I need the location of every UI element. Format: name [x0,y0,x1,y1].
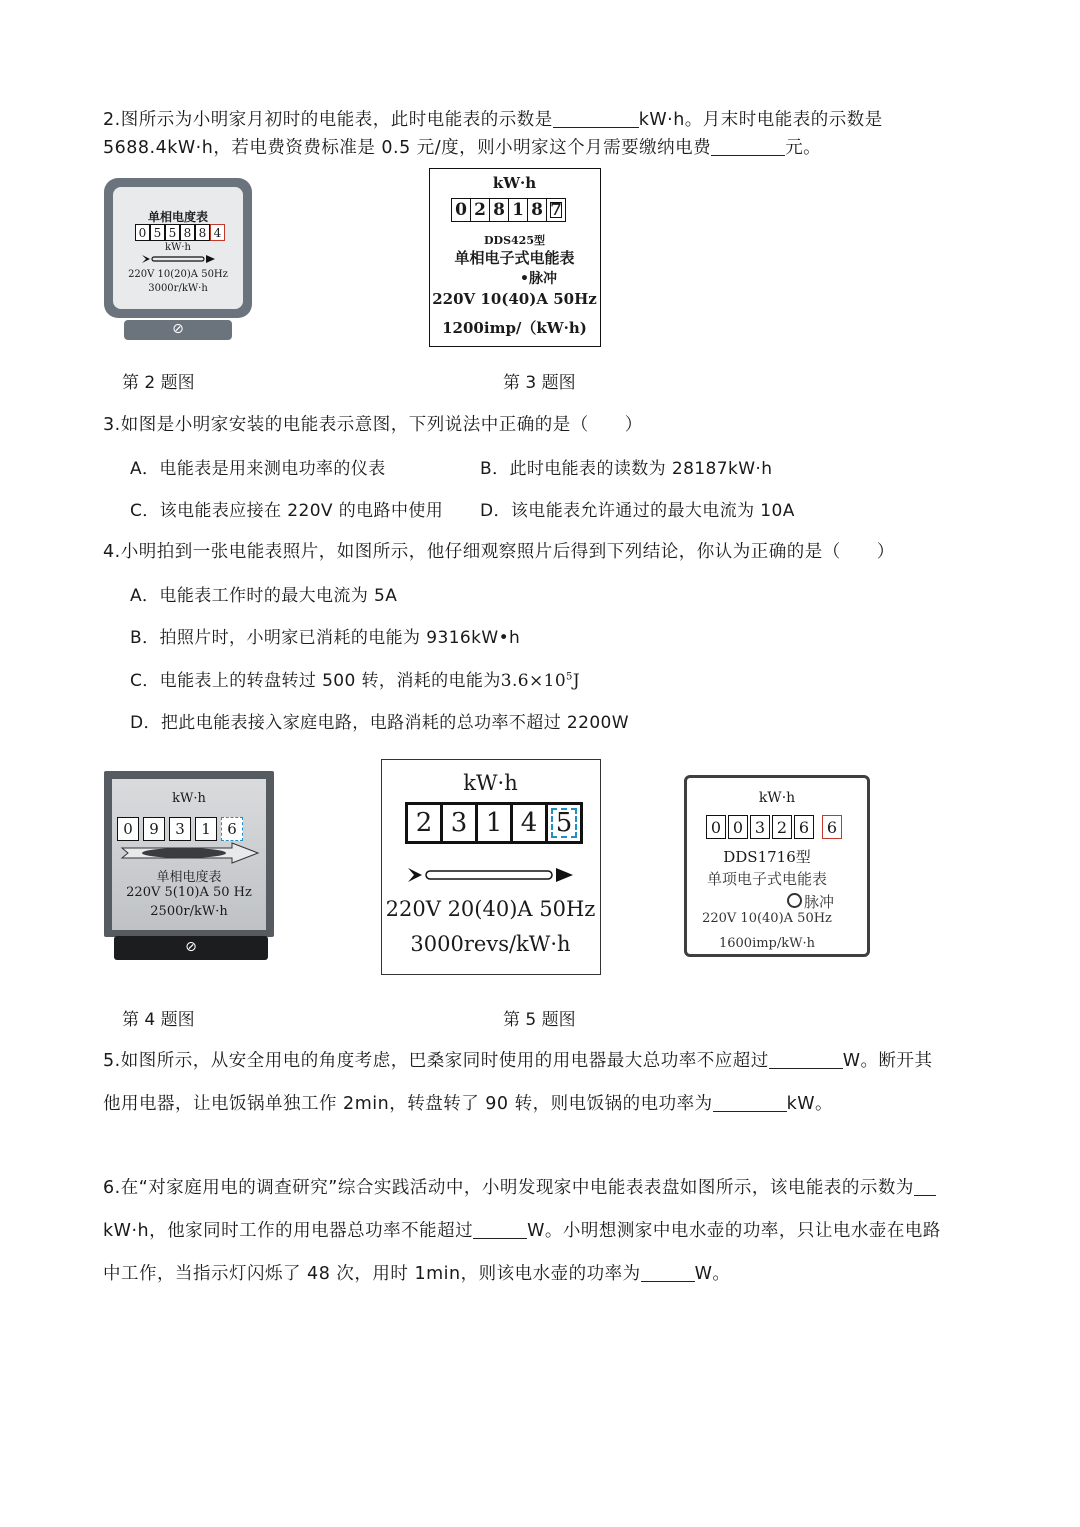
digit: 8 [195,224,210,241]
answer-blank[interactable] [553,109,639,128]
q6-line2: kW·h，他家同时工作的用电器总功率不能超过 W。小明想测家中电水壶的功率，只让电水壶在电路 [103,1221,941,1241]
meter-fig4 [104,771,274,937]
meter-name: 单项电子式电能表 [706,870,827,888]
meter-base [114,936,268,960]
pulse-label: •脉冲 [520,271,557,287]
digit: 3 [443,805,478,841]
unit-label: kW·h [172,791,206,806]
digit-tenths: 7 [547,199,565,221]
answer-blank[interactable] [914,1177,936,1196]
q2-line1: 2.图所示为小明家月初时的电能表，此时电能表的示数是 kW·h。月末时电能表的示数是 [103,110,883,130]
digit: 9 [143,817,165,841]
answer-blank[interactable] [711,137,785,156]
digit: 1 [478,805,513,841]
digit: 1 [195,817,217,841]
digit: 3 [169,817,191,841]
digit: 3 [750,815,770,839]
spec-line: 1200imp/（kW·h) [442,319,587,337]
digit-tenths: 6 [221,817,243,841]
figure-caption: 第 4 题图 [122,1010,195,1030]
q5-line2: 他用电器，让电饭锅单独工作 2min，转盘转了 90 转，则电饭锅的电功率为 kW。 [103,1094,834,1114]
figure-caption: 第 5 题图 [503,1010,576,1030]
digit: 1 [509,199,528,221]
digit: 8 [180,224,195,241]
spec-line: 220V 10(20)A 50Hz [128,269,228,280]
digit: 4 [513,805,548,841]
digit-display [405,802,583,844]
spec-line: 220V 10(40)A 50Hz [702,911,832,926]
digit-display [135,224,225,241]
unit-label: kW·h [492,174,537,192]
pulse-lamp-icon [787,893,802,908]
base-symbol-icon: ⊘ [172,321,184,337]
digit: 8 [490,199,509,221]
digit: 0 [117,817,139,841]
meter-fig6 [684,775,870,957]
option-b[interactable]: B．此时电能表的读数为 28187kW·h [480,459,773,479]
option-c[interactable]: C．电能表上的转盘转过 500 转，消耗的电能为$3.6\times 10^5J$ [130,671,581,691]
digit-tenths: 4 [210,224,225,241]
model-label: DDS425型 [484,234,545,247]
answer-blank[interactable] [713,1093,787,1112]
q6-line3: 中工作，当指示灯闪烁了 48 次，用时 1min，则该电水壶的功率为 W。 [103,1264,731,1284]
q4-stem: 4.小明拍到一张电能表照片，如图所示，他仔细观察照片后得到下列结论，你认为正确的是（ ） [103,542,895,562]
digit-display [451,198,566,222]
digit-tenths: 6 [822,815,842,839]
spec-line: 220V 10(40)A 50Hz [432,290,597,308]
unit-label: kW·h [463,771,518,795]
option-d[interactable]: D．该电能表允许通过的最大电流为 10A [480,501,795,521]
figure-caption: 第 3 题图 [503,373,576,393]
spec-line: 3000r/kW·h [148,283,208,294]
option-b[interactable]: B．拍照片时，小明家已消耗的电能为 9316kW•h [130,628,521,648]
answer-blank[interactable] [473,1220,527,1239]
model-label: DDS1716型 [723,848,811,866]
option-a[interactable]: A．电能表是用来测电功率的仪表 [130,459,386,479]
meter-title: 单相电度表 [147,210,208,224]
digit: 2 [471,199,490,221]
answer-blank[interactable] [641,1263,695,1282]
digit: 0 [706,815,726,839]
spec-line: 220V 5(10)A 50 Hz [126,885,252,900]
digit: 2 [772,815,792,839]
meter-name: 单相电子式电能表 [454,249,575,267]
spec-line: 3000revs/kW·h [410,932,571,956]
q3-stem: 3.如图是小明家安装的电能表示意图，下列说法中正确的是（ ） [103,415,643,435]
figure-caption: 第 2 题图 [122,373,195,393]
digit: 0 [452,199,471,221]
option-d[interactable]: D．把此电能表接入家庭电路，电路消耗的总功率不超过 2200W [130,713,629,733]
meter-fig2 [104,178,252,318]
spec-line: 220V 20(40)A 50Hz [385,897,596,921]
pulse-indicator: 脉冲 [787,891,834,912]
digit-display [117,817,243,841]
q6-line1: 6.在“对家庭用电的调查研究”综合实践活动中，小明发现家中电能表表盘如图所示，该电能表的示数为 [103,1174,936,1199]
digit: 2 [408,805,443,841]
arrow-icon [408,866,574,884]
digit: 6 [794,815,814,839]
option-c[interactable]: C．该电能表应接在 220V 的电路中使用 [130,501,444,521]
base-symbol-icon: ⊘ [185,939,197,955]
meter-fig5 [381,759,601,975]
meter-title: 单相电度表 [156,870,222,885]
unit-label: kW·h [165,242,191,253]
spec-line: 2500r/kW·h [150,904,228,919]
digit: 0 [728,815,748,839]
meter-base [124,320,232,340]
unit-label: kW·h [758,790,796,806]
digit: 0 [135,224,150,241]
digit: 5 [165,224,180,241]
option-a[interactable]: A．电能表工作时的最大电流为 5A [130,586,398,606]
digit: 8 [528,199,547,221]
spec-line: 1600imp/kW·h [718,936,815,951]
q5-line1: 5.如图所示，从安全用电的角度考虑，巴桑家同时使用的用电器最大总功率不应超过 W。断开其 [103,1051,933,1071]
arrow-icon [142,254,216,264]
disc-arrow-icon [120,842,260,864]
answer-blank[interactable] [769,1050,843,1069]
digit: 5 [150,224,165,241]
digit-tenths: 5 [548,805,580,841]
q2-line2: 5688.4kW·h，若电费资费标准是 0.5 元/度，则小明家这个月需要缴纳电费 元。 [103,138,822,158]
meter-fig3 [429,168,601,347]
digit-display [706,815,842,839]
